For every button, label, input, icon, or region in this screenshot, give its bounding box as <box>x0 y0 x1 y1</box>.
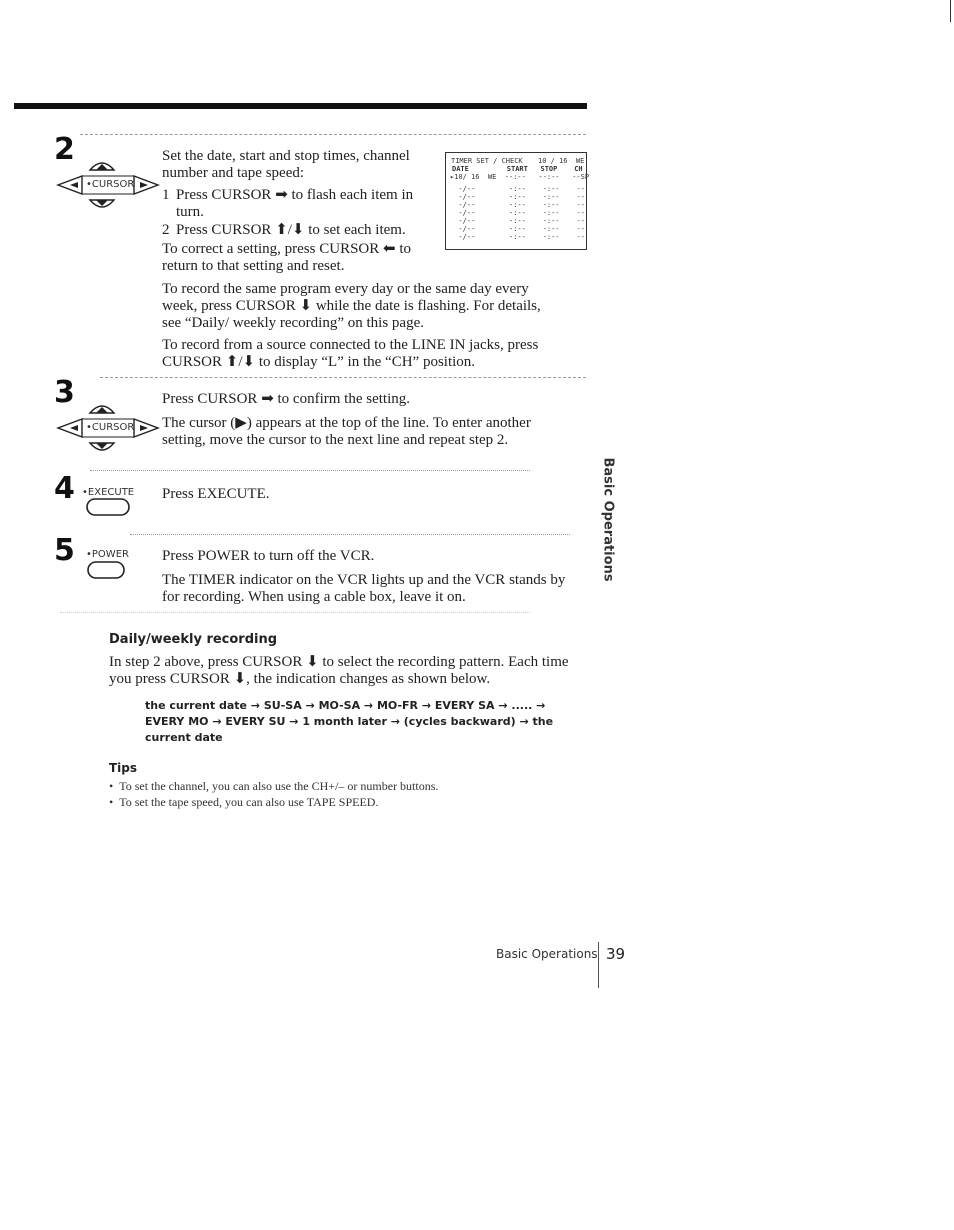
pattern-sequence <box>145 698 585 746</box>
substep-2-text: Press CURSOR ⬆/⬇ to set each item. <box>176 222 406 238</box>
separator <box>90 470 530 471</box>
step-4-text: Press EXECUTE. <box>162 486 270 502</box>
lcd-row-active: ▸10/ 16 WE --:-- --:-- --SP <box>450 173 590 181</box>
lcd-row: -/-- -:-- -:-- -- <box>450 225 585 233</box>
separator <box>60 612 530 613</box>
execute-label: •EXECUTE <box>82 487 135 498</box>
cursor-label: •CURSOR <box>86 179 135 190</box>
bullet: • <box>109 795 120 809</box>
step-2-intro: Set the date, start and stop times, channel number and tape speed: <box>162 148 410 181</box>
lcd-header-left: TIMER SET / CHECK <box>451 157 523 165</box>
tips-list <box>109 778 569 810</box>
substep-number: 2 <box>162 222 170 238</box>
header-rule <box>14 103 587 109</box>
separator <box>130 534 570 535</box>
separator <box>80 134 586 135</box>
lcd-row: -/-- -:-- -:-- -- <box>450 193 585 201</box>
side-tab-label: Basic Operations <box>600 457 616 582</box>
daily-weekly-body: In step 2 above, press CURSOR ⬇ to select the recording pattern. Each time you press CURSOR ⬇, the indication changes as shown below. <box>109 654 569 687</box>
pattern-sequence-line: current date <box>145 731 223 744</box>
edge-mark <box>950 0 951 22</box>
step-4-number: 4 <box>54 471 75 506</box>
page-number: 39 <box>606 945 626 963</box>
execute-button-icon <box>85 497 131 517</box>
timer-set-display <box>445 152 590 250</box>
footer-divider <box>598 942 599 988</box>
substep-number: 1 <box>162 187 170 203</box>
power-label: •POWER <box>86 549 129 560</box>
cursor-label: •CURSOR <box>86 422 135 433</box>
lcd-columns: DATE START STOP CH <box>452 165 583 173</box>
separator <box>100 377 586 378</box>
pattern-sequence-line: EVERY MO → EVERY SU → 1 month later → (cycles backward) → the <box>145 715 554 728</box>
step-2-number: 2 <box>54 132 75 167</box>
step-3-number: 3 <box>54 375 75 410</box>
tip-item: • To set the channel, you can also use the CH+/– or number buttons. <box>109 779 439 793</box>
lcd-header-right: 10 / 16 WE <box>538 157 585 165</box>
daily-note: To record the same program every day or the same day every week, press CURSOR ⬇ while the date is flashing. For details, see “Daily/ weekly recording” on this page. <box>162 281 541 331</box>
tip-item: • To set the tape speed, you can also use TAPE SPEED. <box>109 795 379 809</box>
lcd-row: -/-- -:-- -:-- -- <box>450 201 585 209</box>
footer-section-name: Basic Operations <box>496 947 598 961</box>
lcd-row: -/-- -:-- -:-- -- <box>450 217 585 225</box>
section-side-tab <box>588 457 628 582</box>
bullet: • <box>109 779 120 793</box>
step-3-detail: The cursor (▶) appears at the top of the line. To enter another setting, move the cursor to the next line and repeat step 2. <box>162 415 531 448</box>
power-button-icon <box>86 560 126 580</box>
substep-1-text: Press CURSOR ➡ to flash each item in turn. <box>176 187 414 220</box>
correct-note: To correct a setting, press CURSOR ⬅ to return to that setting and reset. <box>162 241 411 274</box>
lcd-row: -/-- -:-- -:-- -- <box>450 185 585 193</box>
daily-weekly-heading: Daily/weekly recording <box>109 632 278 647</box>
step-3-text: Press CURSOR ➡ to confirm the setting. <box>162 391 410 407</box>
lcd-row: -/-- -:-- -:-- -- <box>450 209 585 217</box>
lcd-row: -/-- -:-- -:-- -- <box>450 233 585 241</box>
step-5-number: 5 <box>54 533 75 568</box>
tips-heading: Tips <box>109 761 138 775</box>
step-5-detail: The TIMER indicator on the VCR lights up and the VCR stands by for recording. When using a cable box, leave it on. <box>162 572 566 605</box>
step-5-text: Press POWER to turn off the VCR. <box>162 548 375 564</box>
line-in-note: To record from a source connected to the LINE IN jacks, press CURSOR ⬆/⬇ to display “L” in the “CH” position. <box>162 337 539 370</box>
pattern-sequence-line: the current date → SU-SA → MO-SA → MO-FR → EVERY SA → ..... → <box>145 699 546 712</box>
